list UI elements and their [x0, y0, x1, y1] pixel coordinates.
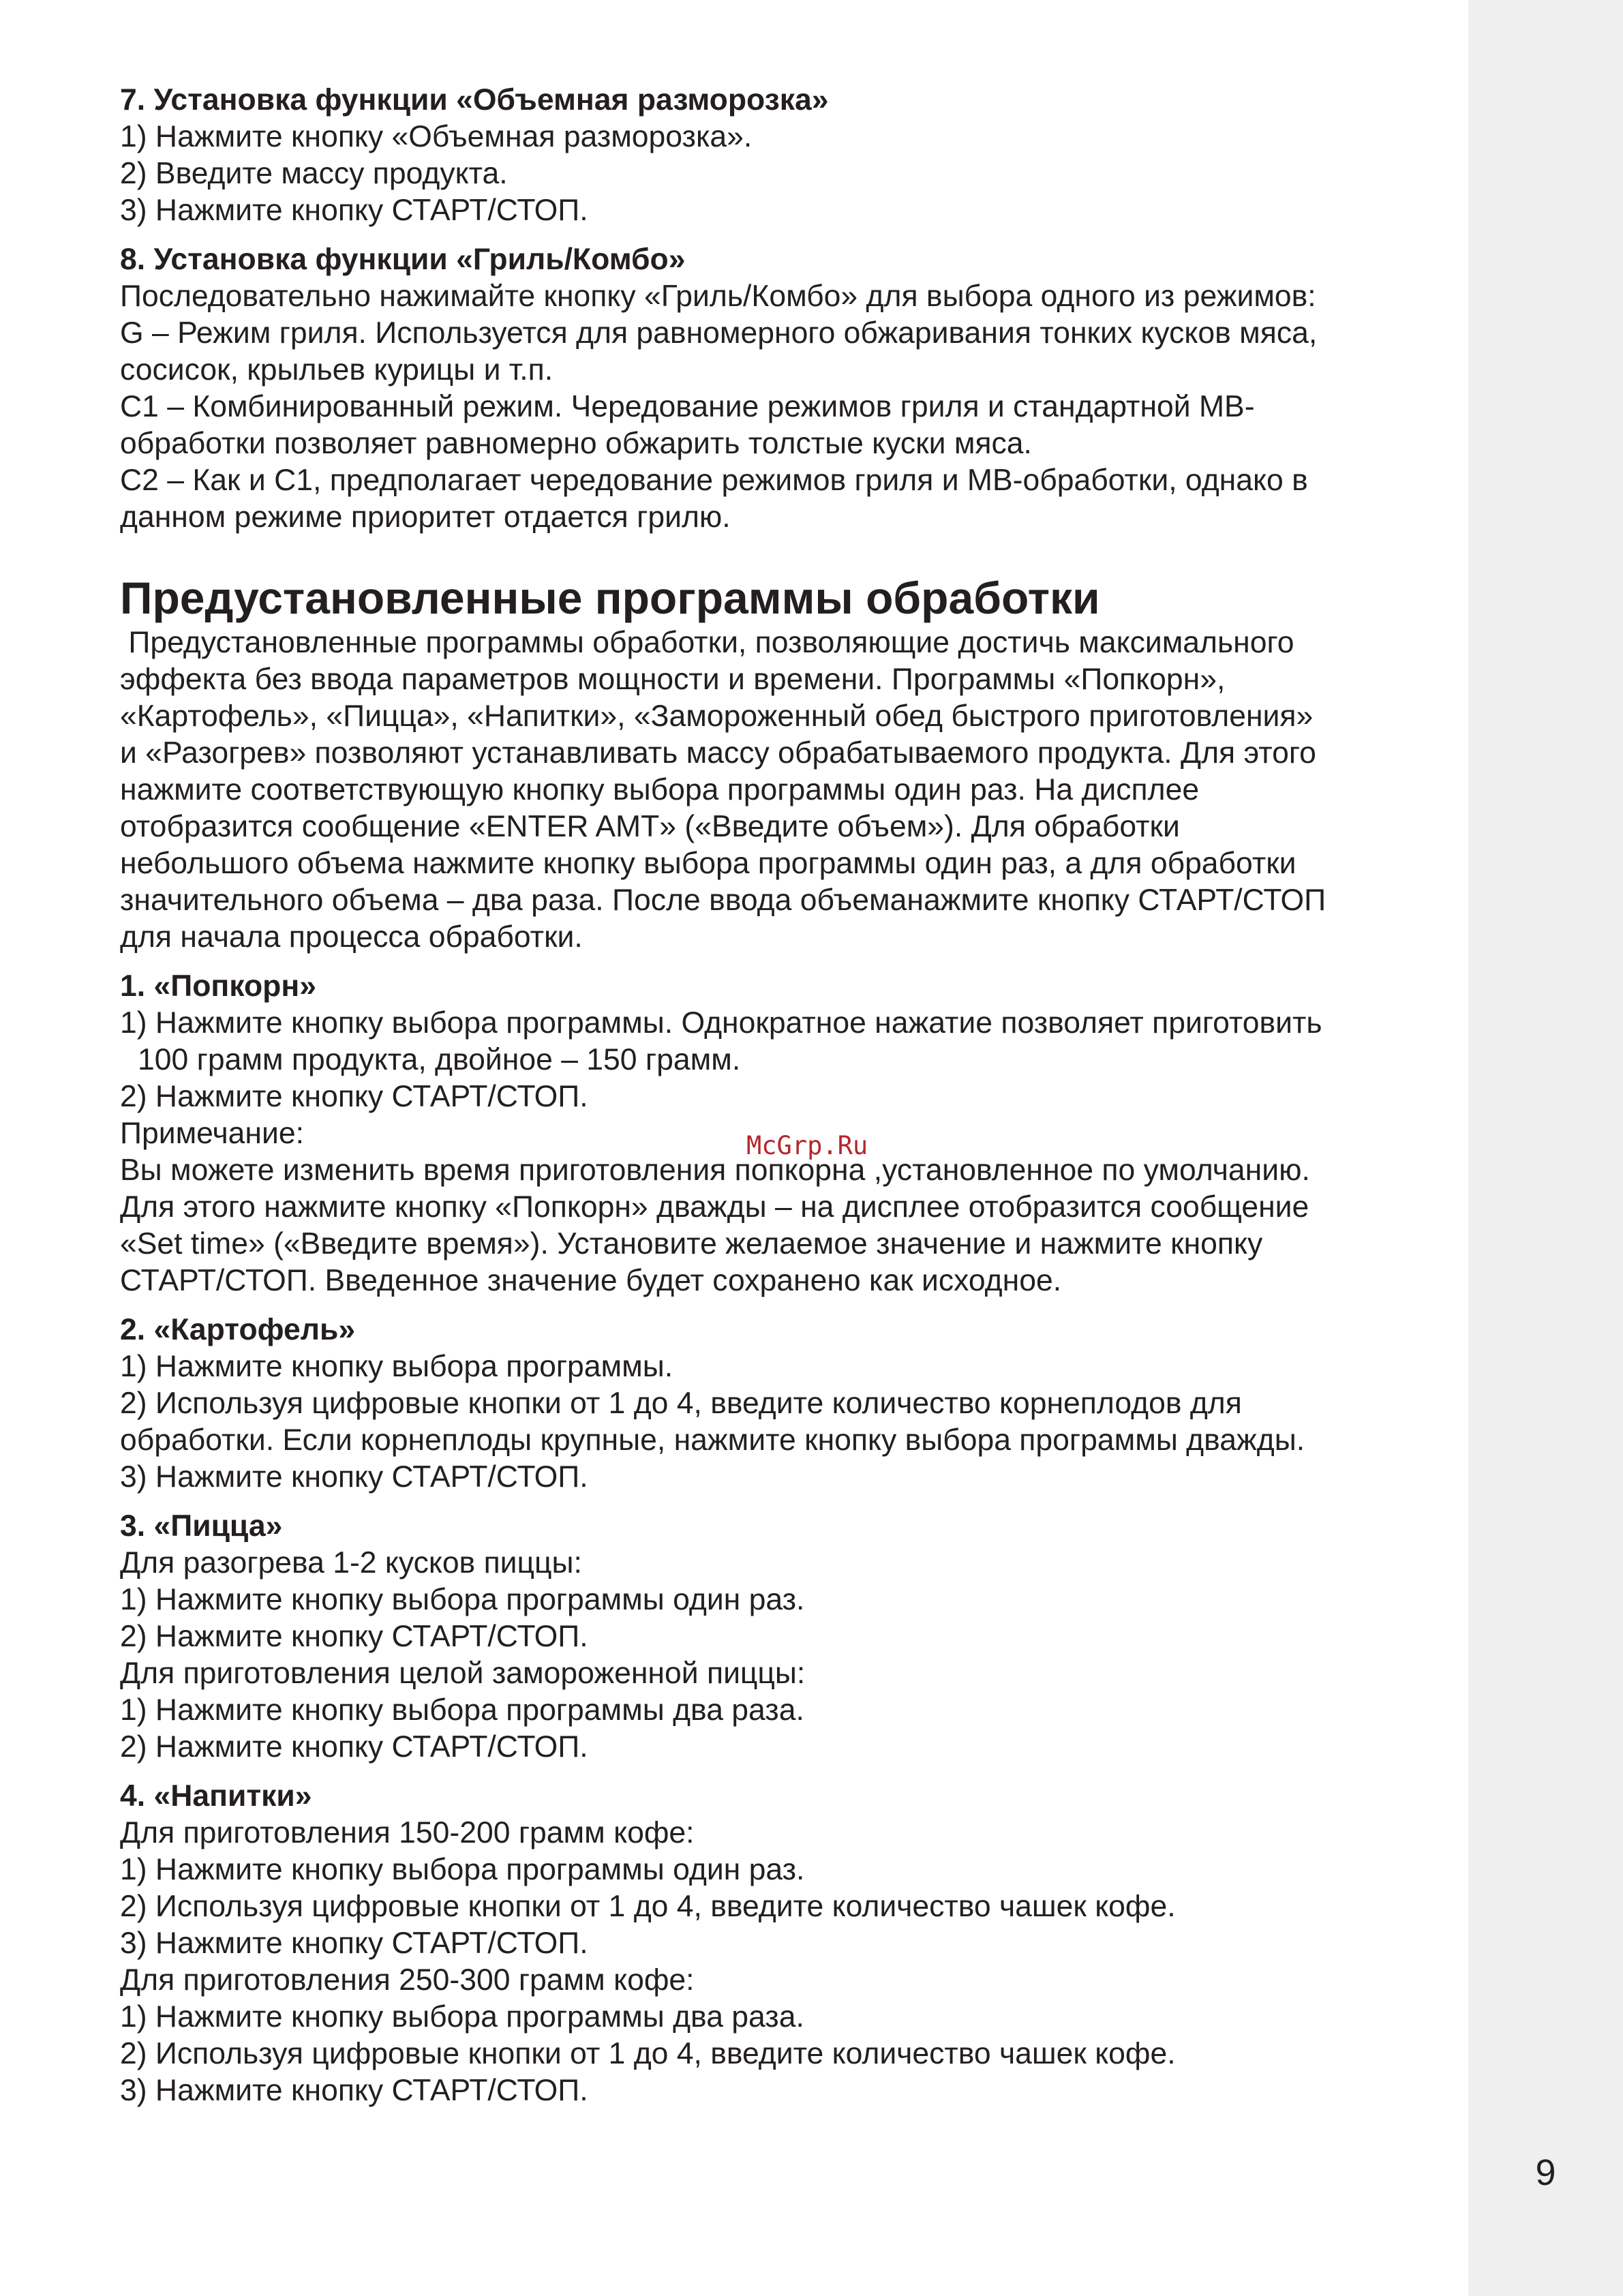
text-line: 100 грамм продукта, двойное – 150 грамм.	[138, 1043, 741, 1076]
text-line: 1) Нажмите кнопку выбора программы один раз.	[120, 1853, 805, 1886]
text-line: Предустановленные программы обработки, позволяющие достичь максимального	[120, 626, 1294, 659]
text-line: Для приготовления целой замороженной пиццы:	[120, 1657, 806, 1690]
text-line: 1) Нажмите кнопку выбора программы два раза.	[120, 1693, 804, 1727]
section-preset-programs	[120, 571, 1442, 956]
text-line: 2) Нажмите кнопку СТАРТ/СТОП.	[120, 1730, 588, 1764]
text-line: Для этого нажмите кнопку «Попкорн» дважды – на дисплее отобразится сообщение	[120, 1190, 1309, 1224]
text-line: 1) Нажмите кнопку «Объемная разморозка».	[120, 120, 753, 153]
text-line: 3) Нажмите кнопку СТАРТ/СТОП.	[120, 2074, 588, 2107]
text-line: Для разогрева 1-2 кусков пиццы:	[120, 1546, 582, 1580]
text-line: 2) Нажмите кнопку СТАРТ/СТОП.	[120, 1080, 588, 1113]
text-line: 2) Введите массу продукта.	[120, 157, 508, 190]
text-line: 3) Нажмите кнопку СТАРТ/СТОП.	[120, 194, 588, 227]
section-title: 8. Установка функции «Гриль/Комбо»	[120, 243, 686, 276]
text-line: 2) Нажмите кнопку СТАРТ/СТОП.	[120, 1620, 588, 1653]
page-side-band	[1468, 0, 1623, 2296]
section-grill-combo	[120, 241, 1442, 536]
text-line: небольшого объема нажмите кнопку выбора программы один раз, а для обработки	[120, 847, 1296, 880]
text-line: обработки позволяет равномерно обжарить толстые куски мяса.	[120, 427, 1032, 460]
text-line: Последовательно нажимайте кнопку «Гриль/Комбо» для выбора одного из режимов:	[120, 280, 1316, 313]
document-content	[120, 82, 1442, 2109]
text-line: C2 – Как и С1, предполагает чередование режимов гриля и МВ-обработки, однако в	[120, 464, 1308, 497]
text-line: отобразится сообщение «ENTER AMT» («Введите объем»). Для обработки	[120, 810, 1180, 843]
text-line: Для приготовления 150-200 грамм кофе:	[120, 1816, 695, 1849]
text-line: «Картофель», «Пицца», «Напитки», «Замороженный обед быстрого приготовления»	[120, 699, 1314, 733]
section-drinks	[120, 1778, 1442, 2109]
text-line: для начала процесса обработки.	[120, 920, 583, 954]
text-line: 2) Используя цифровые кнопки от 1 до 4, введите количество чашек кофе.	[120, 1890, 1176, 1923]
text-line: эффекта без ввода параметров мощности и времени. Программы «Попкорн»,	[120, 663, 1226, 696]
section-title: 7. Установка функции «Объемная разморозка»	[120, 83, 829, 117]
text-line: данном режиме приоритет отдается грилю.	[120, 500, 731, 534]
section-title: 2. «Картофель»	[120, 1313, 356, 1346]
text-line: значительного объема – два раза. После ввода объеманажмите кнопку СТАРТ/СТОП	[120, 883, 1326, 917]
section-potato	[120, 1312, 1442, 1496]
section-title: 1. «Попкорн»	[120, 969, 316, 1003]
main-heading: Предустановленные программы обработки	[120, 573, 1100, 623]
text-line: 1) Нажмите кнопку выбора программы один раз.	[120, 1583, 805, 1616]
section-title: 3. «Пицца»	[120, 1509, 283, 1543]
text-line: Примечание:	[120, 1117, 304, 1150]
text-line: Для приготовления 250-300 грамм кофе:	[120, 1963, 695, 1997]
text-line: 1) Нажмите кнопку выбора программы.	[120, 1350, 673, 1383]
section-pizza	[120, 1508, 1442, 1766]
section-volume-defrost	[120, 82, 1442, 229]
text-line: 1) Нажмите кнопку выбора программы два раза.	[120, 2000, 804, 2034]
text-line: и «Разогрев» позволяют устанавливать массу обрабатываемого продукта. Для этого	[120, 736, 1316, 770]
text-line: 2) Используя цифровые кнопки от 1 до 4, введите количество корнеплодов для	[120, 1387, 1242, 1420]
text-line: обработки. Если корнеплоды крупные, нажмите кнопку выбора программы дважды.	[120, 1423, 1305, 1457]
text-line: сосисок, крыльев курицы и т.п.	[120, 353, 553, 387]
section-title: 4. «Напитки»	[120, 1779, 312, 1813]
page-number: 9	[1535, 2152, 1556, 2193]
text-line: G – Режим гриля. Используется для равномерного обжаривания тонких кусков мяса,	[120, 316, 1318, 350]
text-line: СТАРТ/СТОП. Введенное значение будет сохранено как исходное.	[120, 1264, 1062, 1297]
text-line: 2) Используя цифровые кнопки от 1 до 4, введите количество чашек кофе.	[120, 2037, 1176, 2070]
watermark: McGrp.Ru	[746, 1131, 868, 1160]
text-line: 1) Нажмите кнопку выбора программы. Однократное нажатие позволяет приготовить	[120, 1006, 1322, 1040]
text-line: Вы можете изменить время приготовления попкорна ,установленное по умолчанию.	[120, 1153, 1310, 1187]
text-line: «Set time» («Введите время»). Установите желаемое значение и нажмите кнопку	[120, 1227, 1263, 1260]
text-line: 3) Нажмите кнопку СТАРТ/СТОП.	[120, 1927, 588, 1960]
text-line: 3) Нажмите кнопку СТАРТ/СТОП.	[120, 1460, 588, 1494]
text-line: нажмите соответствующую кнопку выбора программы один раз. На дисплее	[120, 773, 1200, 806]
text-line: C1 – Комбинированный режим. Чередование режимов гриля и стандартной МВ-	[120, 390, 1255, 423]
